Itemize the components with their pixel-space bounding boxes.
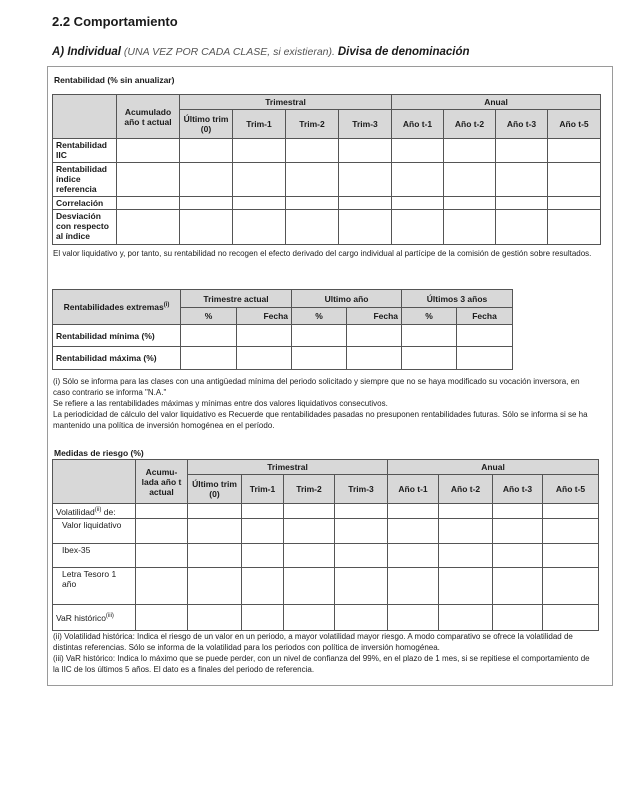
table-row [53,504,599,519]
col-acumulado: Acumulado año t actual [117,95,180,139]
table-row [53,543,599,567]
value-cell[interactable] [543,567,599,604]
note-line: (ii) Volatilidad histórica: Indica el riesgo de un valor en un periodo, a mayor volatilidad mayor riesgo. A modo comparativo se ofrece la volatilidad de distintas referencias. Sólo se informa de la volatilidad para los periodos con política de inversión homogénea. [53,632,573,652]
sub-fecha: Fecha [237,308,292,325]
value-cell[interactable] [180,163,233,197]
row-label: Rentabilidad IIC [53,139,117,163]
table-row [53,567,599,604]
value-cell[interactable] [188,604,242,630]
subtitle-bold: A) Individual [52,46,121,58]
value-cell[interactable] [439,543,493,567]
riesgo-caption: Medidas de riesgo (%) [54,448,144,458]
value-cell[interactable] [242,567,284,604]
value-cell[interactable] [439,567,493,604]
value-cell[interactable] [335,518,388,543]
subtitle-tail: Divisa de denominación [337,46,470,58]
col-header: Último trim (0) [188,475,242,504]
note-line: (iii) VaR histórico: Indica lo máximo que se puede perder, con un nivel de confianza del 99%, en el plazo de 1 mes, si se repitiese el comportamiento de la IIC de los últimos 5 años. El dato es a finales del periodo de referencia. [53,654,590,674]
value-cell[interactable] [402,347,457,370]
col-header: Año t-3 [493,475,543,504]
value-cell[interactable] [543,604,599,630]
value-cell[interactable] [457,325,513,347]
value-cell[interactable] [493,543,543,567]
value-cell[interactable] [136,504,188,519]
col-header: Año t-1 [392,110,444,139]
value-cell[interactable] [388,518,439,543]
corner-cell [53,460,136,504]
value-cell[interactable] [286,139,339,163]
value-cell[interactable] [188,504,242,519]
value-cell[interactable] [496,163,548,197]
col-header: Trim-3 [339,110,392,139]
value-cell[interactable] [242,504,284,519]
rentabilidad-table [52,94,601,245]
row-label: Correlación [53,197,117,210]
value-cell[interactable] [444,197,496,210]
value-cell[interactable] [392,197,444,210]
row-label: Rentabilidad mínima (%) [53,325,181,347]
value-cell[interactable] [392,139,444,163]
value-cell[interactable] [188,518,242,543]
value-cell[interactable] [242,604,284,630]
col-header: Trim-3 [335,475,388,504]
section-title: 2.2 Comportamiento [52,14,178,29]
row-label: Ibex-35 [53,543,136,567]
value-cell[interactable] [439,518,493,543]
table-row [53,197,601,210]
value-cell[interactable] [237,325,292,347]
row-label: Letra Tesoro 1 año [53,567,136,604]
table-row [53,604,599,630]
value-cell[interactable] [284,604,335,630]
table-row [53,210,601,245]
value-cell[interactable] [233,210,286,245]
group-anual: Anual [392,95,601,110]
value-cell[interactable] [286,163,339,197]
col-header: Año t-2 [444,110,496,139]
extremas-label: Rentabilidades extremas$^{(i)}$ [53,290,181,325]
value-cell[interactable] [392,163,444,197]
riesgo-table [52,459,599,631]
col-header: Año t-1 [388,475,439,504]
value-cell[interactable] [347,347,402,370]
value-cell[interactable] [284,504,335,519]
value-cell[interactable] [548,197,601,210]
value-cell[interactable] [284,543,335,567]
sub-fecha: Fecha [457,308,513,325]
value-cell[interactable] [392,210,444,245]
group-trimestral: Trimestral [180,95,392,110]
value-cell[interactable] [388,567,439,604]
extremas-table [52,289,513,370]
value-cell[interactable] [388,504,439,519]
value-cell[interactable] [335,567,388,604]
row-label: Rentabilidad máxima (%) [53,347,181,370]
riesgo-notes [53,631,593,675]
value-cell[interactable] [181,347,237,370]
value-cell[interactable] [548,163,601,197]
value-cell[interactable] [136,543,188,567]
value-cell[interactable] [233,163,286,197]
value-cell[interactable] [117,197,180,210]
group-ultimo-ano: Ultimo año [292,290,402,308]
extremas-notes [53,376,593,431]
value-cell[interactable] [335,543,388,567]
col-header: Trim-2 [284,475,335,504]
table-row [53,518,599,543]
value-cell[interactable] [548,139,601,163]
value-cell[interactable] [493,504,543,519]
group-trimestre-actual: Trimestre actual [181,290,292,308]
note-line: (i) Sólo se informa para las clases con una antigüedad mínima del periodo solicitado y siempre que no se haya modificado su vocación inversora, en caso contrario se informa "N.A." [53,377,580,397]
col-header: Año t-5 [548,110,601,139]
sub-pct: % [402,308,457,325]
table-row [53,139,601,163]
value-cell[interactable] [180,210,233,245]
sub-pct: % [292,308,347,325]
value-cell[interactable] [136,518,188,543]
value-cell[interactable] [242,518,284,543]
value-cell[interactable] [339,139,392,163]
value-cell[interactable] [388,604,439,630]
col-header: Trim-2 [286,110,339,139]
value-cell[interactable] [292,347,347,370]
table-row [53,347,513,370]
value-cell[interactable] [117,163,180,197]
value-cell[interactable] [496,210,548,245]
row-label: Valor liquidativo [53,518,136,543]
value-cell[interactable] [188,567,242,604]
volatilidad-label: Volatilidad$^{(ii)}$ de: [53,504,136,519]
group-anual: Anual [388,460,599,475]
value-cell[interactable] [180,139,233,163]
col-header: Trim-1 [233,110,286,139]
value-cell[interactable] [496,139,548,163]
value-cell[interactable] [117,210,180,245]
col-header: Trim-1 [242,475,284,504]
value-cell[interactable] [439,504,493,519]
value-cell[interactable] [181,325,237,347]
value-cell[interactable] [242,543,284,567]
group-trimestral: Trimestral [188,460,388,475]
sub-pct: % [181,308,237,325]
value-cell[interactable] [117,139,180,163]
col-header: Último trim (0) [180,110,233,139]
value-cell[interactable] [543,504,599,519]
corner-cell [53,95,117,139]
value-cell[interactable] [347,325,402,347]
note-line: Se refiere a las rentabilidades máximas y mínimas entre dos valores liquidativos consecutivos. [53,399,388,408]
value-cell[interactable] [136,604,188,630]
value-cell[interactable] [339,210,392,245]
group-ultimos-3-anos: Últimos 3 años [402,290,513,308]
value-cell[interactable] [284,518,335,543]
subtitle [52,46,470,58]
subtitle-italic: (UNA VEZ POR CADA CLASE, si existieran). [121,46,338,58]
value-cell[interactable] [493,604,543,630]
row-label: Rentabilidad índice referencia [53,163,117,197]
col-header: Año t-2 [439,475,493,504]
value-cell[interactable] [180,197,233,210]
value-cell[interactable] [339,163,392,197]
value-cell[interactable] [286,197,339,210]
value-cell[interactable] [543,543,599,567]
col-acumulada: Acumu-lada año t actual [136,460,188,504]
sub-fecha: Fecha [347,308,402,325]
rentabilidad-note: El valor liquidativo y, por tanto, su rentabilidad no recogen el efecto derivado del cargo individual al partícipe de la comisión de gestión sobre resultados. [53,249,592,258]
value-cell[interactable] [286,210,339,245]
value-cell[interactable] [335,504,388,519]
row-label: Desviación con respecto al índice [53,210,117,245]
value-cell[interactable] [233,197,286,210]
value-cell[interactable] [284,567,335,604]
value-cell[interactable] [444,210,496,245]
value-cell[interactable] [444,139,496,163]
table-row [53,163,601,197]
value-cell[interactable] [444,163,496,197]
value-cell[interactable] [457,347,513,370]
value-cell[interactable] [496,197,548,210]
table-row [53,325,513,347]
rentabilidad-caption: Rentabilidad (% sin anualizar) [54,75,175,85]
value-cell[interactable] [493,567,543,604]
value-cell[interactable] [543,518,599,543]
note-line: La periodicidad de cálculo del valor liquidativo es Recuerde que rentabilidades pasadas no presuponen rentabilidades futuras. Sólo se informa si se ha mantenido una política de inversión homogénea en el período. [53,410,588,430]
value-cell[interactable] [388,543,439,567]
value-cell[interactable] [136,567,188,604]
value-cell[interactable] [292,325,347,347]
value-cell[interactable] [339,197,392,210]
value-cell[interactable] [335,604,388,630]
value-cell[interactable] [233,139,286,163]
value-cell[interactable] [548,210,601,245]
value-cell[interactable] [402,325,457,347]
value-cell[interactable] [493,518,543,543]
col-header: Año t-3 [496,110,548,139]
col-header: Año t-5 [543,475,599,504]
var-label: VaR histórico$^{(iii)}$ [53,604,136,630]
value-cell[interactable] [439,604,493,630]
value-cell[interactable] [188,543,242,567]
value-cell[interactable] [237,347,292,370]
